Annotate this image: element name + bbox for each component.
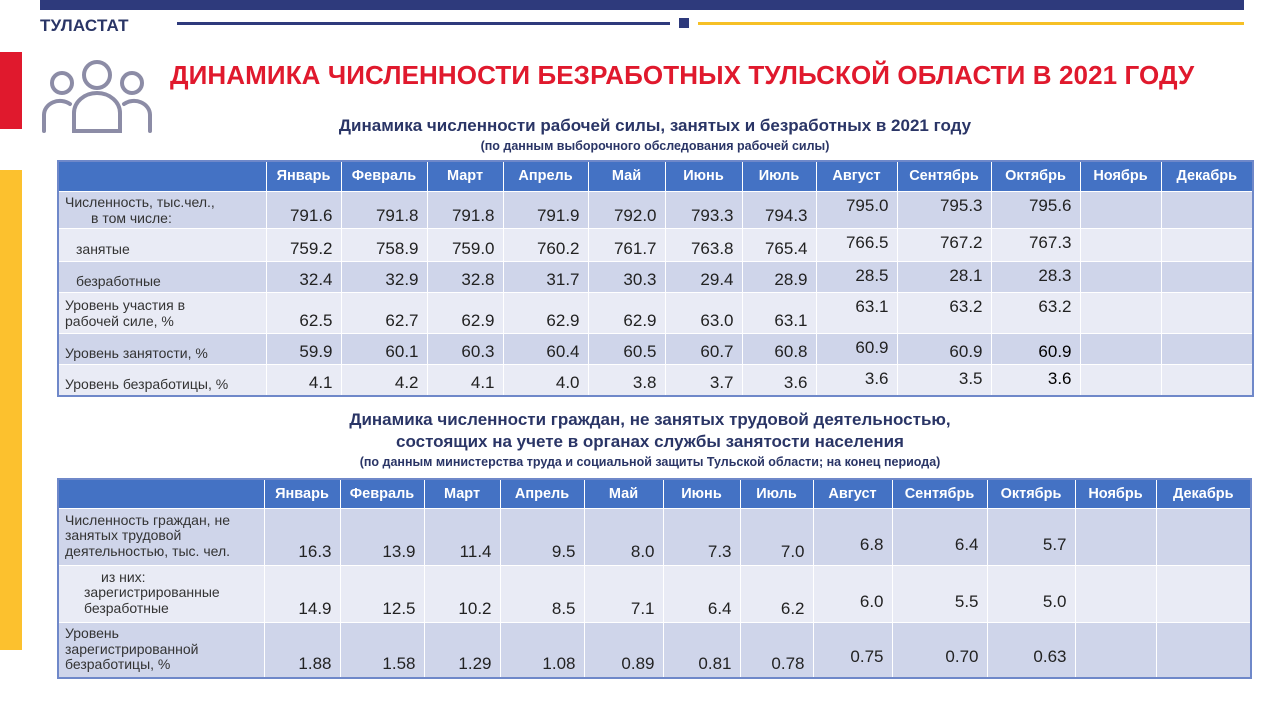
- table-cell: 791.8: [427, 191, 503, 228]
- table-cell: 3.6: [742, 364, 816, 396]
- table-cell: 63.2: [991, 292, 1080, 333]
- header-cell-blank: [58, 479, 264, 508]
- table-cell: 795.3: [897, 191, 991, 228]
- table-cell: 5.0: [987, 565, 1075, 622]
- header-cell: Октябрь: [987, 479, 1075, 508]
- table-cell: 60.3: [427, 333, 503, 364]
- table-cell: 0.81: [663, 622, 740, 678]
- row-label: занятые: [58, 228, 266, 261]
- table-cell: 62.9: [427, 292, 503, 333]
- header-cell: Сентябрь: [897, 161, 991, 191]
- table-cell: 62.9: [588, 292, 665, 333]
- table-cell: 766.5: [816, 228, 897, 261]
- table-cell: [1156, 565, 1251, 622]
- table-cell: 10.2: [424, 565, 500, 622]
- table-cell: 14.9: [264, 565, 340, 622]
- table-cell: 6.4: [892, 508, 987, 565]
- table-cell: [1080, 191, 1161, 228]
- header-divider-navy: [177, 22, 670, 25]
- table-cell: 63.1: [742, 292, 816, 333]
- table-cell: 60.8: [742, 333, 816, 364]
- header-cell: Июнь: [663, 479, 740, 508]
- row-label-line: занятых трудовой: [65, 527, 182, 544]
- table-cell: 60.5: [588, 333, 665, 364]
- table-row: [58, 292, 1253, 333]
- table-header-row: [58, 479, 1251, 508]
- row-label: [58, 292, 266, 333]
- table-cell: 0.75: [813, 622, 892, 678]
- table-cell: 759.0: [427, 228, 503, 261]
- table-cell: 3.8: [588, 364, 665, 396]
- header-cell: Март: [424, 479, 500, 508]
- table-cell: [1075, 508, 1156, 565]
- top-accent-bar: [40, 0, 1244, 10]
- table-cell: 31.7: [503, 261, 588, 292]
- table-cell: 62.9: [503, 292, 588, 333]
- table-cell: 9.5: [500, 508, 584, 565]
- header-cell: Февраль: [341, 161, 427, 191]
- table-cell: [1080, 228, 1161, 261]
- row-label: Уровень безработицы, %: [58, 364, 266, 396]
- table-cell: 4.0: [503, 364, 588, 396]
- table-cell: 62.5: [266, 292, 341, 333]
- table-cell: [1161, 261, 1253, 292]
- table-cell: 0.63: [987, 622, 1075, 678]
- table-cell: [1161, 191, 1253, 228]
- table-cell: 59.9: [266, 333, 341, 364]
- header-cell: Декабрь: [1156, 479, 1251, 508]
- row-label-line: безработицы, %: [65, 656, 171, 672]
- table-cell: [1080, 364, 1161, 396]
- table-cell: 760.2: [503, 228, 588, 261]
- table-cell: [1075, 565, 1156, 622]
- registered-unemployed-table: [57, 478, 1252, 679]
- table-cell: [1156, 622, 1251, 678]
- header-cell: Февраль: [340, 479, 424, 508]
- table-cell: 791.6: [266, 191, 341, 228]
- header-divider-gold: [698, 22, 1244, 25]
- table-cell: 767.3: [991, 228, 1080, 261]
- row-label-line: деятельностью, тыс. чел.: [65, 542, 231, 559]
- table-cell: 63.2: [897, 292, 991, 333]
- header-cell: Май: [584, 479, 663, 508]
- header-cell: Июль: [742, 161, 816, 191]
- table-cell: 763.8: [665, 228, 742, 261]
- table-row: [58, 364, 1253, 396]
- header-cell: Январь: [266, 161, 341, 191]
- table-cell: [1156, 508, 1251, 565]
- table-cell: [1161, 292, 1253, 333]
- table-cell: [1080, 333, 1161, 364]
- labor-force-table: [57, 160, 1254, 397]
- table2-title-line1: Динамика численности граждан, не занятых трудовой деятельностью,: [349, 410, 951, 429]
- table-cell: 28.1: [897, 261, 991, 292]
- table-cell: 28.9: [742, 261, 816, 292]
- table-row: [58, 228, 1253, 261]
- table-cell: 11.4: [424, 508, 500, 565]
- table-cell: 32.9: [341, 261, 427, 292]
- table-cell: 759.2: [266, 228, 341, 261]
- table-cell: 6.0: [813, 565, 892, 622]
- table-cell: 761.7: [588, 228, 665, 261]
- header-cell: Июнь: [665, 161, 742, 191]
- table-cell: 29.4: [665, 261, 742, 292]
- table-row: [58, 565, 1251, 622]
- page-title: ДИНАМИКА ЧИСЛЕННОСТИ БЕЗРАБОТНЫХ ТУЛЬСКОЙ ОБЛАСТИ В 2021 ГОДУ: [170, 60, 1195, 90]
- row-label: безработные: [58, 261, 266, 292]
- table-cell: 60.9: [897, 333, 991, 364]
- table-cell: 1.29: [424, 622, 500, 678]
- table-cell: 792.0: [588, 191, 665, 228]
- table-row: [58, 508, 1251, 565]
- table-cell: 6.2: [740, 565, 813, 622]
- table-cell: 60.7: [665, 333, 742, 364]
- table-cell: 791.9: [503, 191, 588, 228]
- table-cell: 8.0: [584, 508, 663, 565]
- table-cell: 32.8: [427, 261, 503, 292]
- table-cell: 1.58: [340, 622, 424, 678]
- table-cell: [1080, 292, 1161, 333]
- table-cell: 60.9: [816, 333, 897, 364]
- row-label-line: Численность, тыс.чел.,: [65, 193, 215, 210]
- table-cell: 7.3: [663, 508, 740, 565]
- row-label-line: рабочей силе, %: [65, 312, 174, 329]
- table-cell: 0.89: [584, 622, 663, 678]
- table-cell: 6.4: [663, 565, 740, 622]
- table-cell: 60.4: [503, 333, 588, 364]
- row-label-line: безработные: [84, 599, 169, 616]
- header-cell: Апрель: [503, 161, 588, 191]
- table-cell: 8.5: [500, 565, 584, 622]
- table-row: [58, 191, 1253, 228]
- table-cell: 793.3: [665, 191, 742, 228]
- table-cell: 4.1: [266, 364, 341, 396]
- header-cell: Ноябрь: [1080, 161, 1161, 191]
- table-cell: [1161, 333, 1253, 364]
- table-cell: 12.5: [340, 565, 424, 622]
- table-cell: 4.2: [341, 364, 427, 396]
- table-cell: 795.0: [816, 191, 897, 228]
- table-cell: 60.9: [991, 333, 1080, 364]
- header-cell: Март: [427, 161, 503, 191]
- table-row: [58, 261, 1253, 292]
- row-label-line: Уровень: [65, 625, 119, 641]
- header-cell: Октябрь: [991, 161, 1080, 191]
- table-cell: 16.3: [264, 508, 340, 565]
- row-label: [58, 622, 264, 678]
- header-cell: Август: [813, 479, 892, 508]
- table-cell: [1075, 622, 1156, 678]
- table-cell: 7.0: [740, 508, 813, 565]
- table-cell: 30.3: [588, 261, 665, 292]
- table-cell: [1161, 228, 1253, 261]
- brand-logo-text: ТУЛАСТАТ: [40, 16, 129, 35]
- table-cell: 13.9: [340, 508, 424, 565]
- table-cell: 3.6: [816, 364, 897, 396]
- header-cell: Сентябрь: [892, 479, 987, 508]
- table-cell: 32.4: [266, 261, 341, 292]
- table-cell: 3.5: [897, 364, 991, 396]
- row-label-line: Численность граждан, не: [65, 511, 230, 528]
- table-cell: 6.8: [813, 508, 892, 565]
- table2-note: (по данным министерства труда и социальной защиты Тульской области; на конец периода): [359, 455, 941, 469]
- table-cell: 0.70: [892, 622, 987, 678]
- table-header-row: [58, 161, 1253, 191]
- row-label-line: из них:: [101, 568, 146, 585]
- header-cell: Июль: [740, 479, 813, 508]
- table-cell: 28.3: [991, 261, 1080, 292]
- table-cell: 60.1: [341, 333, 427, 364]
- table-cell: 5.7: [987, 508, 1075, 565]
- row-label-line: зарегистрированной: [65, 640, 199, 657]
- table-cell: 63.0: [665, 292, 742, 333]
- table-row: [58, 333, 1253, 364]
- row-label: [58, 508, 264, 565]
- row-label-line: в том числе:: [91, 209, 172, 226]
- table-cell: 765.4: [742, 228, 816, 261]
- header-cell: Декабрь: [1161, 161, 1253, 191]
- table-cell: 62.7: [341, 292, 427, 333]
- header-cell: Ноябрь: [1075, 479, 1156, 508]
- table-cell: 7.1: [584, 565, 663, 622]
- header-cell-blank: [58, 161, 266, 191]
- table-cell: 794.3: [742, 191, 816, 228]
- header-cell: Май: [588, 161, 665, 191]
- table-cell: 1.88: [264, 622, 340, 678]
- table-cell: 63.1: [816, 292, 897, 333]
- header-cell: Январь: [264, 479, 340, 508]
- table-cell: 791.8: [341, 191, 427, 228]
- table-row: [58, 622, 1251, 678]
- header-cell: Август: [816, 161, 897, 191]
- table-cell: [1080, 261, 1161, 292]
- table-cell: 767.2: [897, 228, 991, 261]
- table-cell: 758.9: [341, 228, 427, 261]
- table1-note: (по данным выборочного обследования рабочей силы): [480, 139, 830, 153]
- table-cell: 5.5: [892, 565, 987, 622]
- row-label-line: зарегистрированные: [84, 584, 220, 601]
- row-label: [58, 565, 264, 622]
- table-cell: 3.6: [991, 364, 1080, 396]
- table-cell: 28.5: [816, 261, 897, 292]
- table-cell: [1161, 364, 1253, 396]
- table-cell: 4.1: [427, 364, 503, 396]
- table-cell: 0.78: [740, 622, 813, 678]
- header-cell: Апрель: [500, 479, 584, 508]
- table-cell: 1.08: [500, 622, 584, 678]
- table-cell: 3.7: [665, 364, 742, 396]
- header-divider-square: [679, 18, 689, 28]
- table1-title: Динамика численности рабочей силы, занятых и безработных в 2021 году: [338, 116, 972, 135]
- row-label: [58, 191, 266, 228]
- table2-title-line2: состоящих на учете в органах службы занятости населения: [396, 432, 904, 451]
- table-cell: 795.6: [991, 191, 1080, 228]
- row-label: Уровень занятости, %: [58, 333, 266, 364]
- row-label-line: Уровень участия в: [65, 296, 186, 313]
